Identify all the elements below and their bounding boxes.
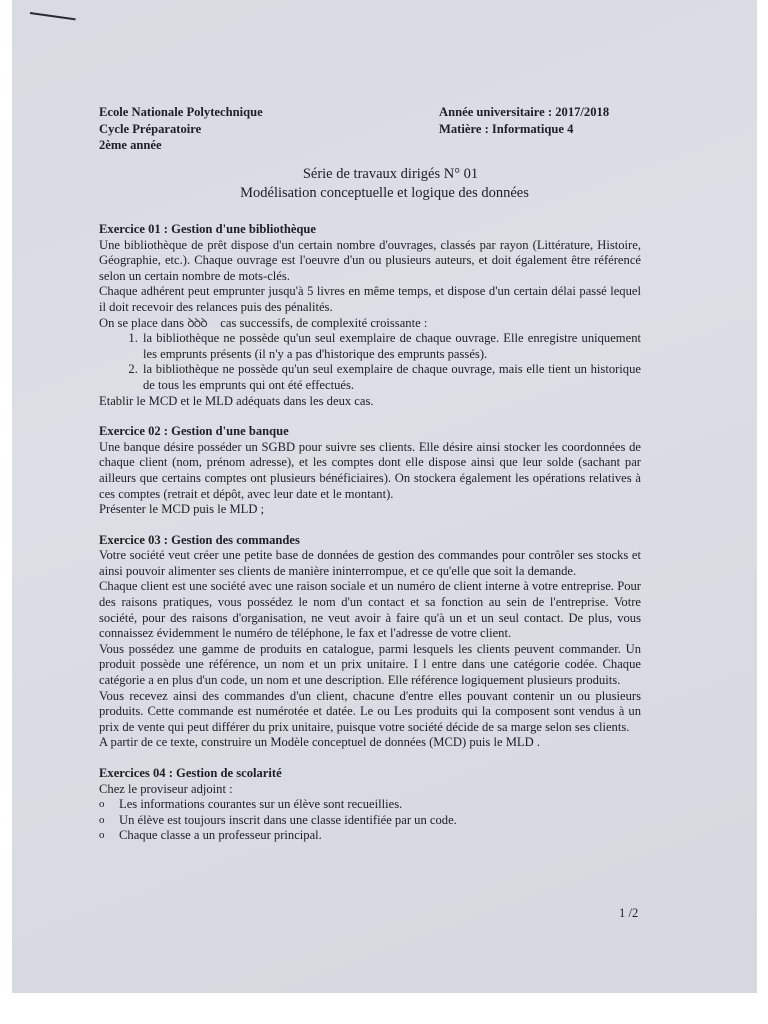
list-item-text: Chaque classe a un professeur principal. [119, 828, 322, 843]
exercise-3-instruction: A partir de ce texte, construire un Modèle conceptuel de données (MCD) puis le MLD . [99, 735, 541, 750]
list-item: 1. la bibliothèque ne possède qu'un seul exemplaire de chaque ouvrage. Elle enregistre uniquement les emprunts présents (il n'y a pas d'historique des emprunts passés). [141, 331, 641, 362]
exercise-1-intro-start: On se place dans [99, 315, 184, 330]
exercise-1-paragraph: Chaque adhérent peut emprunter jusqu'à 5 livres en même temps, et dispose d'un certain délai passé lequel il doit recevoir des relances puis des pénalités. [99, 284, 641, 314]
crossed-out-word-scribble: ꝺꝺꝺ [187, 315, 207, 330]
exercise-2 [99, 424, 641, 518]
document-subtitle: Modélisation conceptuelle et logique des données [240, 185, 529, 201]
exercise-3-title: Exercice 03 : Gestion des commandes [99, 532, 300, 547]
list-item [99, 828, 641, 844]
header-subject: Matière : Informatique 4 [439, 121, 574, 136]
header-course-info [439, 104, 609, 137]
exercise-1-paragraph: Une bibliothèque de prêt dispose d'un certain nombre d'ouvrages, classés par rayon (Littérature, Histoire, Géographie, etc.). Chaque ouvrage est l'oeuvre d'un ou plusieurs auteurs, et doit également être référencé selon un certain nombre de mots-clés. [99, 237, 641, 283]
header-year-level: 2ème année [99, 138, 162, 152]
pen-stroke-mark [30, 12, 76, 20]
exercise-2-instruction: Présenter le MCD puis le MLD ; [99, 502, 265, 517]
header-academic-year: Année universitaire : 2017/2018 [439, 105, 610, 119]
exercise-3-paragraph: Vous recevez ainsi des commandes d'un client, chacune d'entre elles pouvant contenir un ou plusieurs produits. Cette commande est numérotée et datée. Le ou Les produits qui la composent sont vendus à un prix de vente qui peut différer du prix unitaire, puisque votre société décide de sa marge selon ses clients. [99, 688, 641, 734]
header-cycle: Cycle Préparatoire [99, 121, 202, 136]
exercise-1 [99, 222, 641, 409]
document-title: Série de travaux dirigés N° 01 [302, 166, 479, 182]
circle-bullet-icon: o [99, 798, 105, 811]
list-item [99, 797, 641, 813]
exercise-2-paragraph: Une banque désire posséder un SGBD pour suivre ses clients. Elle désire ainsi stocker les coordonnées de chaque client (nom, prénom adresse), et les comptes dont elle dispose ainsi que leur solde (sachant par ailleurs que certains comptes ont plusieurs bénéficiaires). On stockera également les opérations relatives à ces comptes (retrait et dépôt, avec leur date et le montant). [99, 439, 641, 501]
exercise-1-title: Exercice 01 : Gestion d'une bibliothèque [99, 222, 317, 236]
exercise-4-title: Exercices 04 : Gestion de scolarité [99, 766, 282, 780]
header-institution [99, 104, 263, 154]
list-item [99, 813, 641, 829]
list-item-text: Un élève est toujours inscrit dans une classe identifiée par un code. [119, 812, 457, 827]
exercise-1-intro-end: cas successifs, de complexité croissante : [220, 315, 428, 330]
document-page [12, 0, 757, 993]
list-item: 2. la bibliothèque ne possède qu'un seul exemplaire de chaque ouvrage, mais elle tient un historique de tous les emprunts qui ont été effectués. [141, 362, 641, 393]
exercise-4-list [99, 797, 641, 844]
document-body [99, 222, 641, 844]
header-school: Ecole Nationale Polytechnique [99, 105, 263, 119]
exercise-3-paragraph: Votre société veut créer une petite base de données de gestion des commandes pour contrôler ses stocks et ainsi pouvoir alimenter ses clients de manière ininterrompue, et ce qu'elle que soit la demande. [99, 548, 641, 578]
exercise-3-paragraph: Vous possédez une gamme de produits en catalogue, parmi lesquels les clients peuvent commander. Un produit possède une référence, un nom et un prix unitaire. I l entre dans une catégorie codée. Chaque catégorie a en plus d'un code, un nom et une description. Elle référence logiquement plusieurs produits. [99, 641, 641, 688]
list-item-text: Les informations courantes sur un élève sont recueillies. [119, 797, 403, 812]
exercise-3-paragraph: Chaque client est une société avec une raison sociale et un numéro de client interne à votre entreprise. Pour des raisons pratiques, vous possédez le nom d'un contact et sa fonction au sein de l'entreprise. Votre société, pour des raisons d'organisation, ne veut avoir à faire qu'à un et un seul contact. De plus, vous connaissez évidemment le numéro de téléphone, le fax et l'adresse de votre client. [99, 579, 641, 641]
circle-bullet-icon: o [99, 829, 105, 842]
exercise-1-instruction: Etablir le MCD et le MLD adéquats dans les deux cas. [99, 393, 374, 408]
document-titles [12, 165, 757, 203]
exercise-4-intro: Chez le proviseur adjoint : [99, 781, 233, 796]
exercise-1-paragraph [99, 316, 641, 332]
exercise-3 [99, 533, 641, 751]
page-number: 1 /2 [619, 906, 639, 920]
exercise-4 [99, 766, 641, 844]
exercise-2-title: Exercice 02 : Gestion d'une banque [99, 424, 289, 439]
circle-bullet-icon: o [99, 813, 105, 826]
exercise-1-case-list [99, 331, 641, 393]
